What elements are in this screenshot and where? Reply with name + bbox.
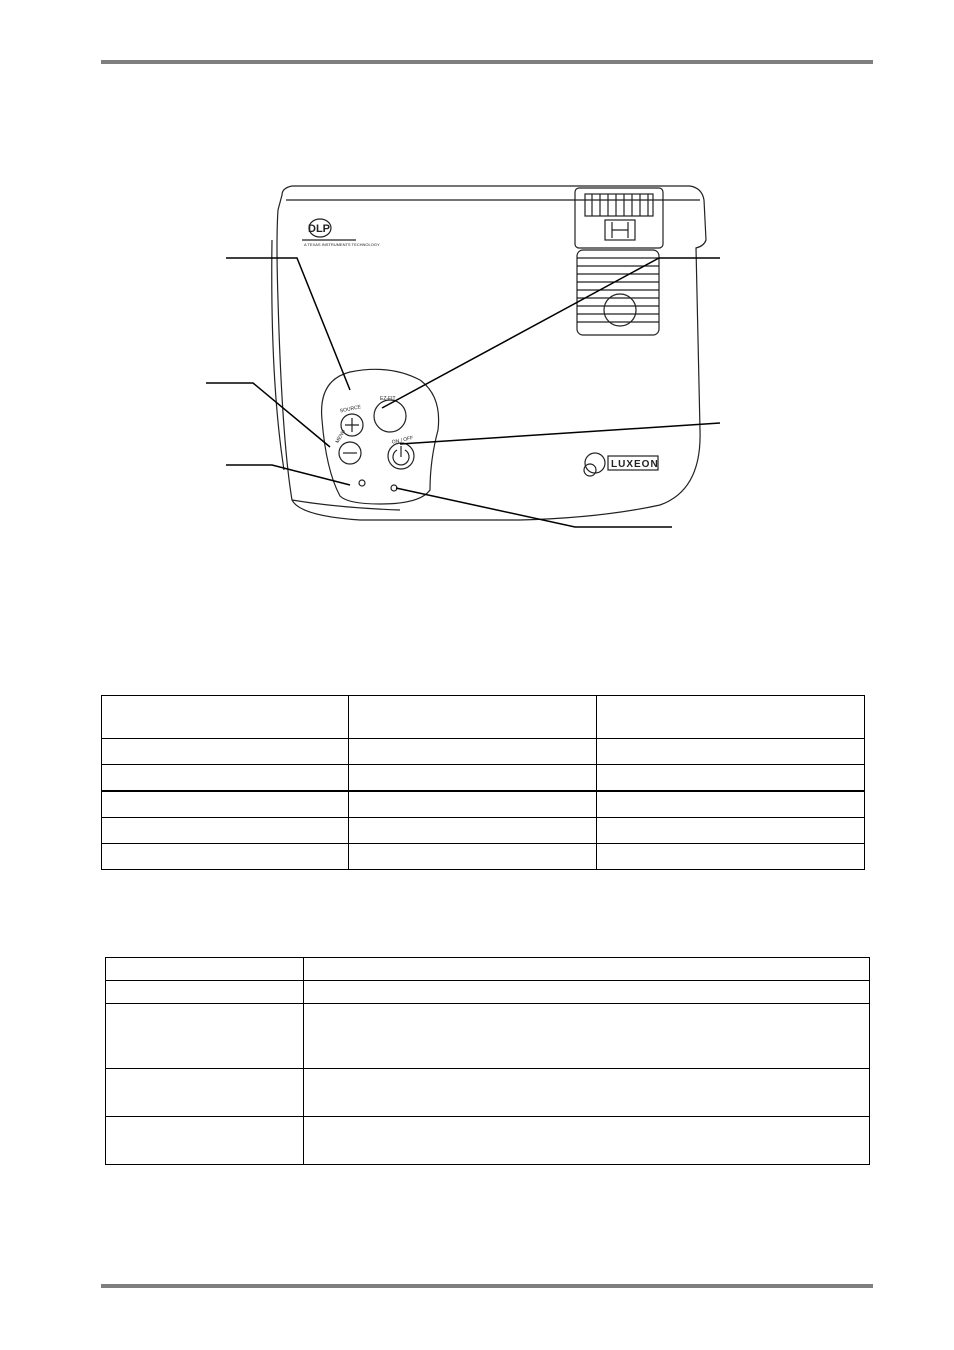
table-cell (102, 696, 349, 739)
table-cell (597, 791, 865, 818)
table-row (102, 818, 865, 844)
table-cell (597, 696, 865, 739)
table-row (102, 696, 865, 739)
table-cell (102, 739, 349, 765)
table-cell (106, 958, 304, 981)
power-label: ON / OFF (391, 435, 414, 446)
footer-rule (101, 1284, 873, 1288)
table-cell (102, 818, 349, 844)
spec-table-a (101, 695, 865, 870)
ez-fit-button (374, 400, 406, 432)
table-row (106, 1069, 870, 1117)
table-cell (102, 844, 349, 870)
table-cell (304, 1069, 870, 1117)
table-row (102, 844, 865, 870)
projector-top-view-figure (0, 0, 954, 560)
table-cell (304, 958, 870, 981)
spec-table-b (105, 957, 870, 1165)
table-row (106, 1004, 870, 1069)
callout-source (206, 383, 330, 447)
table-row (102, 739, 865, 765)
dlp-logo-tagline: A TEXAS INSTRUMENTS TECHNOLOGY (304, 242, 380, 247)
table-cell (106, 981, 304, 1004)
table-cell (304, 1004, 870, 1069)
table-cell (597, 844, 865, 870)
table-cell (349, 818, 597, 844)
luxeon-logo-text: LUXEON (611, 459, 659, 470)
callout-ez-fit (226, 258, 350, 390)
dlp-logo-text: DLP (308, 223, 330, 235)
luxeon-logo-mark (585, 453, 605, 473)
callout-lens (382, 258, 720, 408)
table-cell (304, 1117, 870, 1165)
table-row (106, 1117, 870, 1165)
table-cell (106, 1117, 304, 1165)
ez-fit-label: EZ-FIT (380, 396, 396, 402)
table-cell (597, 818, 865, 844)
table-row (102, 791, 865, 818)
led-indicator-1 (359, 480, 365, 486)
table-row (102, 765, 865, 792)
source-label: SOURCE (339, 404, 362, 415)
table-row (106, 958, 870, 981)
menu-label: MENU (334, 428, 348, 445)
table-cell (349, 765, 597, 792)
table-cell (349, 696, 597, 739)
table-cell (304, 981, 870, 1004)
table-cell (102, 791, 349, 818)
lens-housing (575, 188, 663, 248)
callout-power (400, 423, 720, 444)
table-cell (106, 1004, 304, 1069)
callout-led (396, 488, 672, 527)
table-cell (349, 739, 597, 765)
table-cell (106, 1069, 304, 1117)
table-cell (349, 791, 597, 818)
table-cell (349, 844, 597, 870)
table-cell (597, 765, 865, 792)
table-cell (597, 739, 865, 765)
table-row (106, 981, 870, 1004)
table-cell (102, 765, 349, 792)
